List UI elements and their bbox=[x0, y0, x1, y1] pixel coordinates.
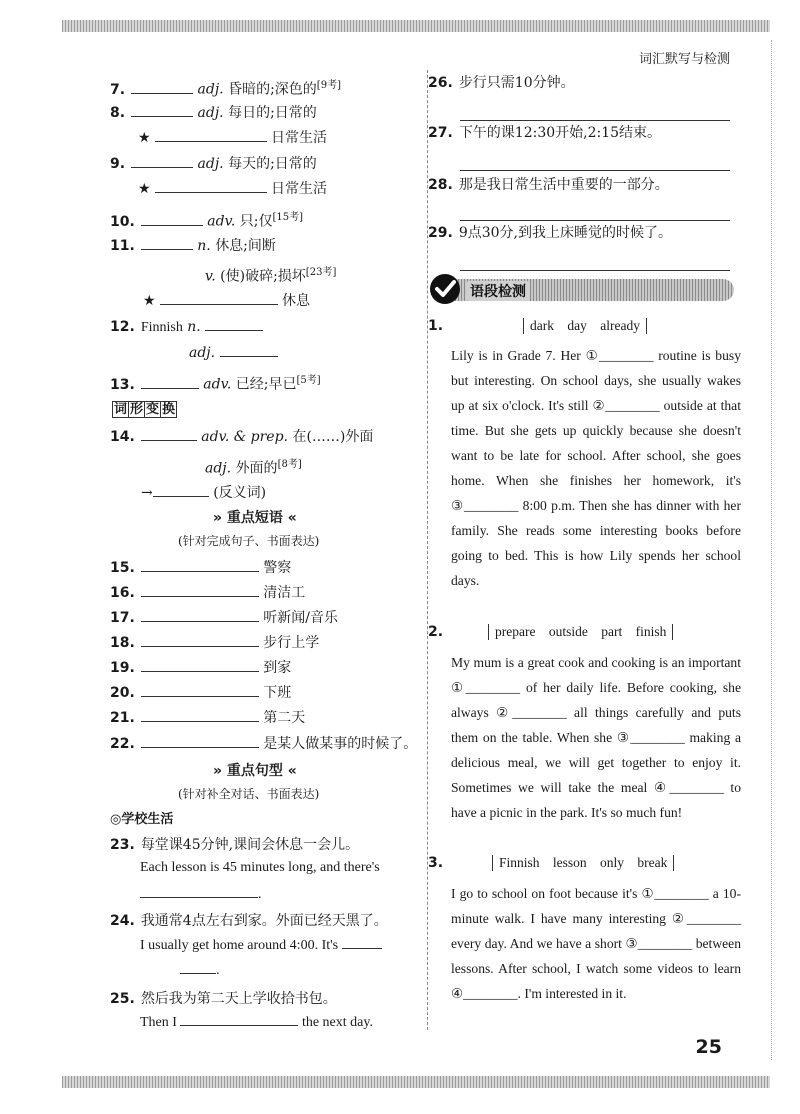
answer-blank[interactable] bbox=[141, 237, 193, 250]
passage-3-text: I go to school on foot because it's ①________ a 10-minute walk. I have many interesting ②________ every day. And we have a short ③________ between lessons. After school, I watch some videos to learn ④________. I'm interested in it. bbox=[451, 886, 741, 1001]
phrase-item-16: 16. 清洁工 bbox=[110, 585, 306, 601]
answer-blank[interactable] bbox=[141, 428, 197, 441]
sentence-25-en: Then I the next day. bbox=[140, 1015, 373, 1030]
star-icon: ★ bbox=[138, 130, 151, 146]
sentence-24-en: I usually get home around 4:00. It's bbox=[140, 936, 382, 954]
answer-blank[interactable] bbox=[141, 376, 199, 389]
answer-blank[interactable] bbox=[180, 961, 216, 974]
vocab-item-11-star: ★ 休息 bbox=[143, 293, 311, 309]
passage-3-wordbox: Finnish lesson only break bbox=[492, 855, 674, 871]
sentence-24-cn: 24. 我通常4点左右到家。外面已经天黑了。 bbox=[110, 913, 388, 929]
answer-line[interactable] bbox=[460, 158, 730, 175]
answer-blank[interactable] bbox=[141, 684, 259, 697]
passage-2-number: 2. bbox=[428, 624, 444, 640]
phrase-item-22: 22. 是某人做某事的时候了。 bbox=[110, 736, 418, 752]
sentence-23-cn: 23. 每堂课45分钟,课间会休息一会儿。 bbox=[110, 837, 360, 853]
vocab-item-12-adj: adj. bbox=[189, 344, 278, 361]
answer-blank[interactable] bbox=[141, 584, 259, 597]
passage-1-wordbox: dark day already bbox=[523, 318, 647, 334]
top-border-band bbox=[62, 20, 770, 32]
sentence-28-cn: 28. 那是我日常生活中重要的一部分。 bbox=[428, 177, 669, 193]
answer-blank[interactable] bbox=[141, 634, 259, 647]
vocab-item-9: 9. adj. 每天的;日常的 bbox=[110, 156, 317, 172]
phrase-item-18: 18. 步行上学 bbox=[110, 635, 320, 651]
vocab-item-13: 13. adv. 已经;早已[5考] bbox=[110, 375, 321, 393]
sentence-27-cn: 27. 下午的课12:30开始,2:15结束。 bbox=[428, 125, 662, 141]
phrases-section-title: » 重点短语 « bbox=[213, 510, 297, 526]
sentences-section-title: » 重点句型 « bbox=[213, 763, 297, 779]
sentence-25-cn: 25. 然后我为第二天上学收拾书包。 bbox=[110, 991, 337, 1007]
answer-blank[interactable] bbox=[141, 709, 259, 722]
vocab-item-14-adj: adj. 外面的[8考] bbox=[205, 459, 302, 477]
phrase-item-19: 19. 到家 bbox=[110, 660, 292, 676]
answer-blank[interactable] bbox=[131, 81, 193, 94]
answer-blank[interactable] bbox=[141, 213, 203, 226]
sentence-24-en-end: . bbox=[180, 961, 220, 979]
star-icon: ★ bbox=[143, 293, 156, 309]
vocab-item-8: 8. adj. 每日的;日常的 bbox=[110, 105, 317, 121]
phrase-item-15: 15. 警察 bbox=[110, 560, 292, 576]
sentence-26-cn: 26. 步行只需10分钟。 bbox=[428, 75, 575, 91]
passage-section-title: 语段检测 bbox=[466, 281, 530, 301]
answer-blank[interactable] bbox=[155, 180, 267, 193]
answer-blank[interactable] bbox=[155, 129, 267, 142]
passage-section-badge bbox=[428, 272, 734, 306]
star-icon: ★ bbox=[138, 181, 151, 197]
vocab-item-8-star: ★ 日常生活 bbox=[138, 130, 328, 146]
answer-blank[interactable] bbox=[180, 1013, 298, 1026]
sentence-23-en: Each lesson is 45 minutes long, and there's bbox=[140, 860, 380, 875]
bottom-border-band bbox=[62, 1076, 770, 1088]
answer-blank[interactable] bbox=[153, 484, 209, 497]
passage-1-number: 1. bbox=[428, 318, 444, 334]
phrase-item-17: 17. 听新闻/音乐 bbox=[110, 610, 338, 626]
vocab-item-14: 14. adv. & prep. 在(……)外面 bbox=[110, 429, 374, 445]
answer-blank[interactable] bbox=[131, 155, 193, 168]
passage-1-text: Lily is in Grade 7. Her ①________ routine is busy but interesting. On school days, she usually wakes up at six o'clock. It's still ②________ outside at that time. But she gets up quickly because she doesn't want to be late for school. After school, she goes home. When she finishes her homework, it's ③________ 8:00 p.m. Then she has dinner with her family. She reads some interesting books before going to bed. This is how Lily spends her school days. bbox=[451, 348, 741, 588]
vocab-item-12: 12. Finnish n. bbox=[110, 318, 263, 336]
word-transformation-label: 词 形 变 换 bbox=[114, 402, 176, 417]
answer-blank[interactable] bbox=[140, 885, 258, 898]
vocab-item-11: 11. n. 休息;间断 bbox=[110, 238, 276, 254]
answer-blank[interactable] bbox=[160, 292, 278, 305]
answer-blank[interactable] bbox=[141, 735, 259, 748]
passage-2-text: My mum is a great cook and cooking is an important ①________ of her daily life. Before cooking, she always ②________ all things carefully and puts them on the table. When she ③________ making a delicious meal, we will get together to enjoy it. Sometimes we will take the meal ④________ to have a picnic in the park. It's so much fun! bbox=[451, 655, 741, 820]
vocab-item-7: 7. adj. 昏暗的;深色的[9考] bbox=[110, 80, 341, 98]
sentence-29-cn: 29. 9点30分,到我上床睡觉的时候了。 bbox=[428, 225, 672, 241]
page-number: 25 bbox=[695, 1036, 722, 1058]
topic-school-life: ◎学校生活 bbox=[110, 812, 174, 827]
answer-blank[interactable] bbox=[205, 318, 263, 331]
column-divider bbox=[427, 70, 428, 1030]
checkmark-icon bbox=[428, 272, 462, 306]
phrase-item-20: 20. 下班 bbox=[110, 685, 292, 701]
vocab-item-9-star: ★ 日常生活 bbox=[138, 181, 328, 197]
answer-blank[interactable] bbox=[141, 659, 259, 672]
answer-blank[interactable] bbox=[141, 559, 259, 572]
vocab-item-14-antonym: → (反义词) bbox=[141, 485, 267, 501]
answer-blank[interactable] bbox=[220, 344, 278, 357]
sentences-section-subtitle: (针对补全对话、书面表达) bbox=[178, 787, 320, 801]
phrase-item-21: 21. 第二天 bbox=[110, 710, 306, 726]
answer-blank[interactable] bbox=[131, 104, 193, 117]
sentence-23-en-end: . bbox=[140, 885, 262, 903]
phrases-section-subtitle: (针对完成句子、书面表达) bbox=[178, 534, 320, 548]
header-title: 词汇默写与检测 bbox=[638, 52, 730, 67]
answer-blank[interactable] bbox=[342, 936, 382, 949]
margin-line bbox=[771, 40, 772, 1060]
vocab-item-10: 10. adv. 只;仅[15考] bbox=[110, 212, 303, 230]
answer-blank[interactable] bbox=[141, 609, 259, 622]
passage-3-number: 3. bbox=[428, 855, 444, 871]
passage-2-wordbox: prepare outside part finish bbox=[488, 624, 673, 640]
vocab-item-11-verb: v. (使)破碎;损坏[23考] bbox=[205, 267, 337, 285]
